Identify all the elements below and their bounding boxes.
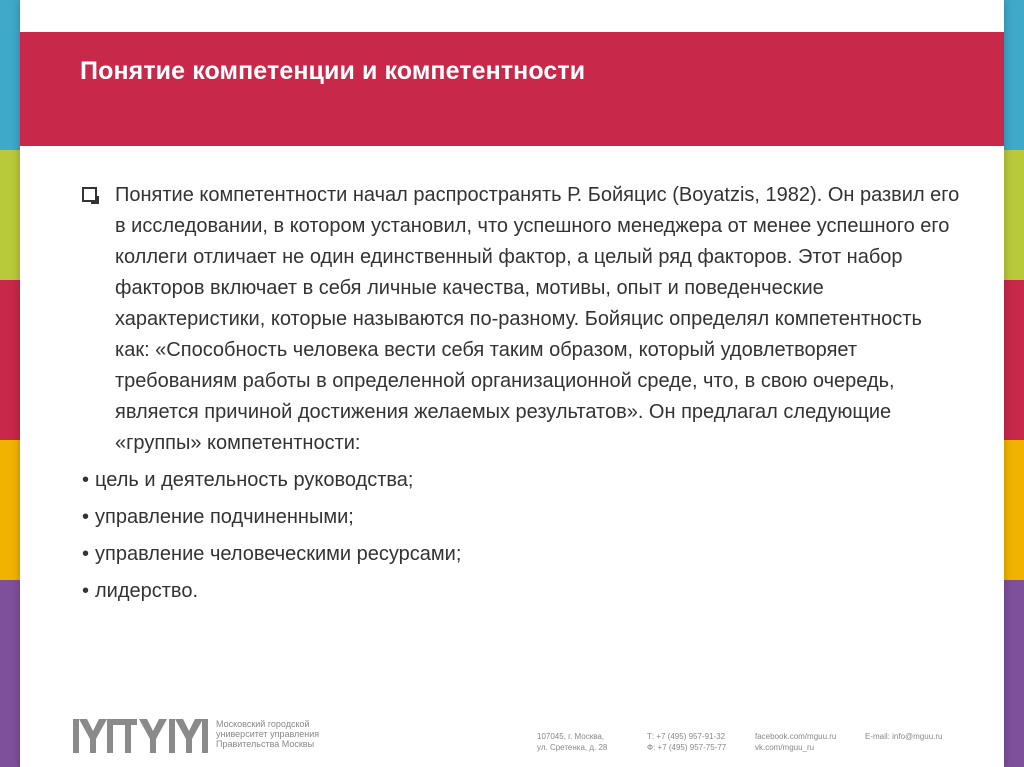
- competence-groups-list: [82, 465, 962, 607]
- slide-title: Понятие компетенции и компетентности: [80, 57, 586, 85]
- list-item: • управление человеческими ресурсами;: [82, 543, 462, 565]
- main-paragraph: Понятие компетентности начал распространять Р. Бойяцис (Boyatzis, 1982). Он развил его в исследовании, в котором установил, что успешного менеджера от менее успешного его коллеги отличает не один единственный фактор, а целый ряд факторов. Этот набор факторов включает в себя личные качества, мотивы, опыт и поведенческие характеристики, которые называются по-разному. Бойяцис определял компетентность как: «Способность человека вести себя таким образом, который удовлетворяет требованиям работы в определенной организационной среде, что, в свою очередь, является причиной достижения желаемых результатов». Он предлагал следующие «группы» компетентности:: [115, 184, 960, 454]
- slide-content: [82, 180, 962, 613]
- slide: [20, 0, 1004, 767]
- bullet-dot-icon: •: [82, 543, 90, 565]
- phone-numbers: Т: +7 (495) 957-91-32 Ф: +7 (495) 957-75-77: [647, 732, 727, 752]
- list-item: • управление подчиненными;: [82, 506, 354, 528]
- main-list-item: [82, 180, 962, 459]
- bullet-dot-icon: •: [82, 506, 90, 528]
- university-logo: [73, 719, 336, 753]
- left-color-stripe: [0, 0, 20, 767]
- mguu-logo-icon: [73, 719, 208, 753]
- list-item: • цель и деятельность руководства;: [82, 469, 414, 491]
- email-contact: [865, 731, 942, 742]
- email-link[interactable]: E-mail: info@mguu.ru: [865, 732, 943, 741]
- facebook-link[interactable]: facebook.com/mguu.ru: [755, 732, 837, 741]
- org-name: Московский городской университет управления Правительства Москвы: [216, 719, 320, 749]
- bullet-dot-icon: •: [82, 580, 90, 602]
- address: 107045, г. Москва, ул. Сретенка, д. 28: [537, 732, 608, 752]
- social-links: [755, 731, 836, 753]
- bullet-dot-icon: •: [82, 469, 90, 491]
- footer: [20, 707, 1004, 767]
- title-bar: [20, 32, 1004, 146]
- checkbox-bullet-icon: [82, 187, 97, 202]
- vk-link[interactable]: vk.com/mguu_ru: [755, 743, 815, 752]
- list-item: • лидерство.: [82, 580, 199, 602]
- right-color-stripe: [1004, 0, 1024, 767]
